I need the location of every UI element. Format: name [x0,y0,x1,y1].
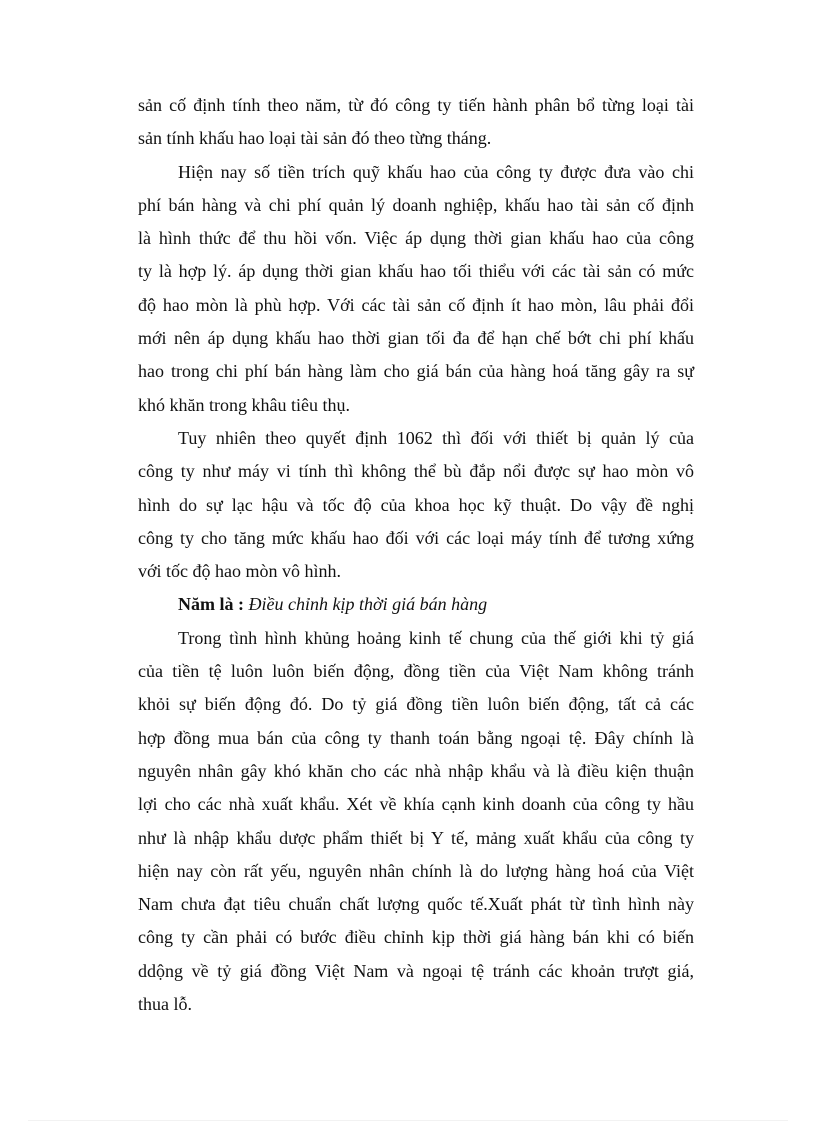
text-line: độ hao mòn là phù hợp. Với các tài sản cố định ít hao mòn, lâu phải đổi [138,294,694,315]
text-line: với tốc độ hao mòn vô hình. [138,561,342,582]
text-line: như là nhập khẩu dược phẩm thiết bị Y tế, mảng xuất khẩu của công ty [138,827,694,848]
text-line: Nam chưa đạt tiêu chuẩn chất lượng quốc tế.Xuất phát từ tình hình này [138,894,694,915]
section-heading [138,588,694,621]
text-line: của tiền tệ luôn luôn biến động, đồng tiền của Việt Nam không tránh [138,661,694,682]
text-line: công ty cho tăng mức khấu hao đối với các loại máy tính để tương xứng [138,527,694,548]
paragraph-2 [138,156,694,422]
text-line: là hình thức để thu hồi vốn. Việc áp dụng thời gian khấu hao của công [138,228,694,249]
paragraph-4 [138,622,694,1022]
text-line: thua lỗ. [138,994,192,1015]
document-page [138,89,694,1021]
text-line: ty là hợp lý. áp dụng thời gian khấu hao tối thiểu với các tài sản có mức [138,261,694,282]
text-line: hình do sự lạc hậu và tốc độ của khoa học kỹ thuật. Do vậy đề nghị [138,494,694,515]
text-line: hao trong chi phí bán hàng làm cho giá bán của hàng hoá tăng gây ra sự [138,361,694,382]
text-line: nguyên nhân gây khó khăn cho các nhà nhập khẩu và là điều kiện thuận [138,760,694,781]
text-line: Tuy nhiên theo quyết định 1062 thì đối với thiết bị quản lý của [178,427,694,448]
text-line: lợi cho các nhà xuất khẩu. Xét về khía cạnh kinh doanh của công ty hầu [138,794,694,815]
text-line: mới nên áp dụng khấu hao thời gian tối đa để hạn chế bớt chi phí khấu [138,328,694,349]
text-line: Hiện nay số tiền trích quỹ khấu hao của công ty được đưa vào chi [178,161,694,182]
text-line: phí bán hàng và chi phí quản lý doanh nghiệp, khấu hao tài sản cố định [138,194,694,215]
section-heading-label: Năm là : [178,594,244,615]
section-heading-title: Điều chỉnh kịp thời giá bán hàng [248,594,488,615]
text-line: khó khăn trong khâu tiêu thụ. [138,394,350,415]
page-bottom-edge [28,1120,788,1121]
text-line: hợp đồng mua bán của công ty thanh toán bằng ngoại tệ. Đây chính là [138,727,694,748]
paragraph-1 [138,89,694,156]
paragraph-3 [138,422,694,588]
text-line: sản cố định tính theo năm, từ đó công ty tiến hành phân bổ từng loại tài [138,95,694,115]
text-line: ddộng về tỷ giá đồng Việt Nam và ngoại tệ tránh các khoản trượt giá, [138,960,694,981]
text-line: công ty như máy vi tính thì không thể bù đắp nổi được sự hao mòn vô [138,461,694,482]
text-line: sản tính khấu hao loại tài sản đó theo từng tháng. [138,128,492,149]
text-line: khỏi sự biến động đó. Do tỷ giá đồng tiền luôn biến động, tất cả các [138,694,694,715]
text-line: Trong tình hình khủng hoảng kinh tế chung của thế giới khi tỷ giá [178,627,694,648]
text-line: hiện nay còn rất yếu, nguyên nhân chính là do lượng hàng hoá của Việt [138,860,694,881]
text-line: công ty cần phải có bước điều chỉnh kịp thời giá hàng bán khi có biến [138,927,694,948]
